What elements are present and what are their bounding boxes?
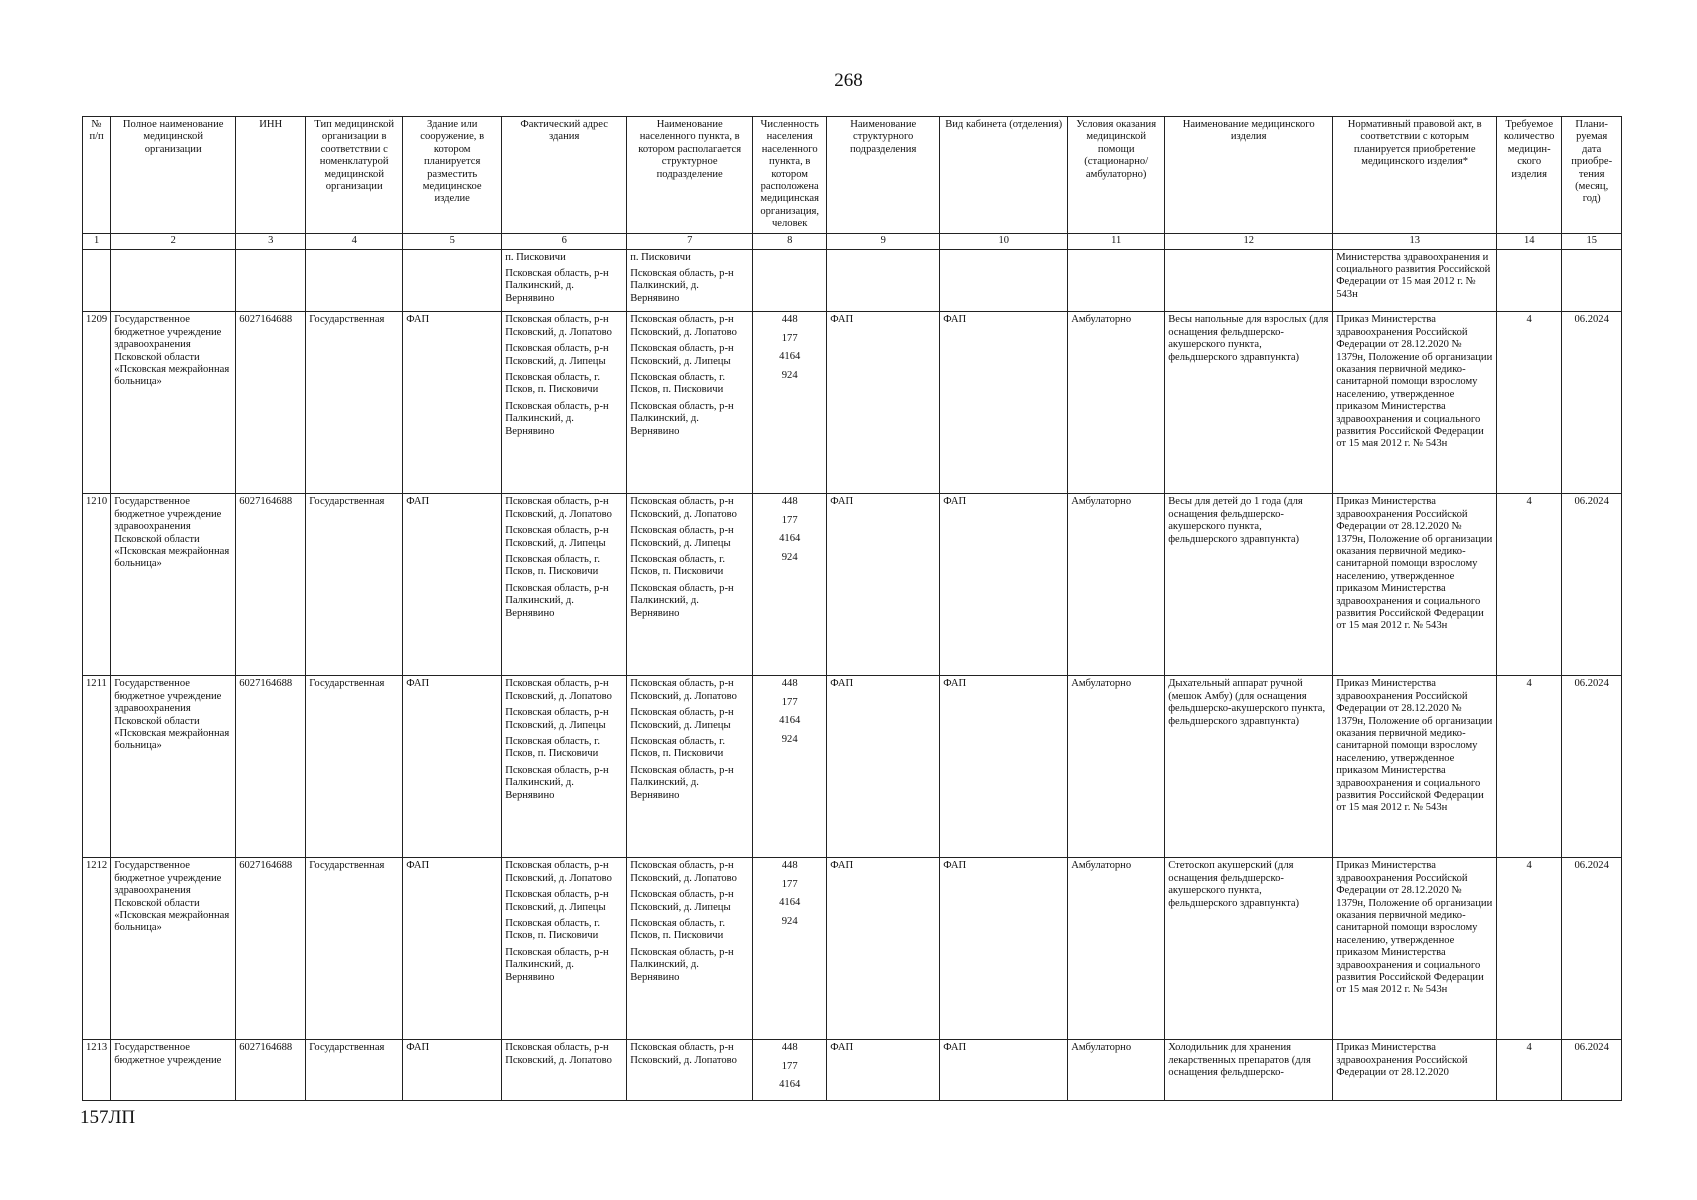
row-number: 1210 [83,494,111,676]
empty-cell [1497,249,1562,312]
col-number: 13 [1333,233,1497,249]
care-conditions: Амбулаторно [1068,1040,1165,1100]
address-line: Псковская область, р-н Псковский, д. Лопатово [505,314,612,338]
col-header-14: Требуемое количество медицин-ского изделия [1497,117,1562,234]
inn: 6027164688 [236,312,306,494]
address-line: Псковская область, р-н Псковский, д. Липецы [505,525,609,549]
col-header-5: Здание или сооружение, в котором планируется разместить медицинское изделие [403,117,502,234]
org-type: Государственная [306,676,403,858]
empty-cell [236,249,306,312]
col-header-4: Тип медицинской организации в соответствии с номенклатурой медицинской организации [306,117,403,234]
table-row [83,494,1622,676]
settlement-line: Псковская область, р-н Псковский, д. Липецы [630,343,734,367]
page-number: 268 [834,70,863,91]
planned-date: 06.2024 [1562,858,1622,1040]
population-cell [753,676,827,858]
population-value: 177 [781,1060,798,1072]
legal-act-cell: Приказ Министерства здравоохранения Российской Федерации от 28.12.2020 № 1379н, Положение об организации оказания первичной медико-санитарной помощи взрослому населению, утвержденное приказом Министерства здравоохранения и социального развития Российской Федерации от 15 мая 2012 г. № 543н [1333,312,1497,494]
unit-name: ФАП [827,858,940,1040]
address-line: Псковская область, р-н Псковский, д. Липецы [505,343,609,367]
building: ФАП [403,676,502,858]
cabinet-type: ФАП [940,312,1068,494]
table-row [83,858,1622,1040]
org-name: Государственное бюджетное учреждение здравоохранения Псковской области «Псковская межрайонная больница» [111,858,236,1040]
settlement-line: п. Писковичи [630,251,691,263]
settlement-line: Псковская область, г. Псков, п. Писковичи [630,371,725,396]
settlement-line: Псковская область, р-н Палкинский, д. Вернявино [630,946,734,983]
legal-act-cell: Приказ Министерства здравоохранения Российской Федерации от 28.12.2020 [1333,1040,1497,1100]
legal-act-cell: Приказ Министерства здравоохранения Российской Федерации от 28.12.2020 № 1379н, Положение об организации оказания первичной медико-санитарной помощи взрослому населению, утвержденное приказом Министерства здравоохранения и социального развития Российской Федерации от 15 мая 2012 г. № 543н [1333,494,1497,676]
empty-cell [306,249,403,312]
org-type: Государственная [306,494,403,676]
table-row [83,1040,1622,1100]
col-header-1: № п/п [83,117,111,234]
settlement-cell [627,249,753,312]
device-name: Стетоскоп акушерский (для оснащения фельдшерско-акушерского пункта, фельдшерского здравпункта) [1165,858,1333,1040]
population-value: 4164 [779,351,801,363]
device-name: Весы напольные для взрослых (для оснащения фельдшерско-акушерского пункта, фельдшерского здравпункта) [1165,312,1333,494]
inn: 6027164688 [236,494,306,676]
address-line: Псковская область, р-н Палкинский, д. Вернявино [505,946,609,983]
population-value: 4164 [779,1079,801,1091]
population-cell [753,1040,827,1100]
address-line: Псковская область, р-н Псковский, д. Липецы [505,707,609,731]
care-conditions: Амбулаторно [1068,494,1165,676]
col-number: 4 [306,233,403,249]
settlement-line: Псковская область, р-н Псковский, д. Лопатово [630,314,737,338]
address-line: Псковская область, р-н Палкинский, д. Вернявино [505,582,609,619]
cabinet-type: ФАП [940,858,1068,1040]
address-line: Псковская область, р-н Палкинский, д. Вернявино [505,400,609,437]
row-number: 1209 [83,312,111,494]
population-value: 924 [781,551,798,563]
address-line: Псковская область, р-н Псковский, д. Липецы [505,889,609,913]
settlement-line: Псковская область, р-н Палкинский, д. Вернявино [630,582,734,619]
legal-act-cell: Министерства здравоохранения и социального развития Российской Федерации от 15 мая 2012 г. № 543н [1333,249,1497,312]
address-line: Псковская область, р-н Псковский, д. Лопатово [505,678,612,702]
col-number: 11 [1068,233,1165,249]
col-number: 10 [940,233,1068,249]
settlement-line: Псковская область, р-н Псковский, д. Липецы [630,889,734,913]
inn: 6027164688 [236,858,306,1040]
document-code: 157ЛП [80,1107,136,1128]
inn: 6027164688 [236,676,306,858]
address-line: Псковская область, г. Псков, п. Писковичи [505,553,600,578]
col-number: 5 [403,233,502,249]
address-line: Псковская область, р-н Псковский, д. Лопатово [505,496,612,520]
population-value: 177 [781,514,798,526]
table-row [83,676,1622,858]
address-line: Псковская область, р-н Псковский, д. Лопатово [505,1042,612,1066]
quantity: 4 [1497,312,1562,494]
settlement-cell [627,858,753,1040]
population-value: 177 [781,696,798,708]
equipment-table [82,116,1622,1101]
address-line: Псковская область, р-н Псковский, д. Лопатово [505,860,612,884]
inn: 6027164688 [236,1040,306,1100]
column-number-row [83,233,1622,249]
planned-date: 06.2024 [1562,676,1622,858]
settlement-line: Псковская область, р-н Палкинский, д. Вернявино [630,400,734,437]
row-number: 1211 [83,676,111,858]
col-number: 7 [627,233,753,249]
settlement-line: Псковская область, р-н Псковский, д. Липецы [630,707,734,731]
quantity: 4 [1497,676,1562,858]
settlement-line: Псковская область, г. Псков, п. Писковичи [630,553,725,578]
settlement-line: Псковская область, р-н Псковский, д. Липецы [630,525,734,549]
address-cell [502,858,627,1040]
settlement-line: Псковская область, р-н Палкинский, д. Вернявино [630,268,734,304]
col-header-10: Вид кабинета (отделения) [940,117,1068,234]
cabinet-type: ФАП [940,676,1068,858]
table-row [83,312,1622,494]
org-type: Государственная [306,858,403,1040]
col-header-7: Наименование населенного пункта, в котором располагается структурное подразделение [627,117,753,234]
building: ФАП [403,1040,502,1100]
unit-name: ФАП [827,1040,940,1100]
address-line: Псковская область, г. Псков, п. Писковичи [505,735,600,760]
planned-date: 06.2024 [1562,312,1622,494]
col-number: 8 [753,233,827,249]
population-value: 4164 [779,533,801,545]
col-header-3: ИНН [236,117,306,234]
settlement-cell [627,494,753,676]
empty-cell [83,249,111,312]
address-line: Псковская область, р-н Палкинский, д. Вернявино [505,764,609,801]
care-conditions: Амбулаторно [1068,676,1165,858]
population-value: 177 [781,332,798,344]
org-name: Государственное бюджетное учреждение здравоохранения Псковской области «Псковская межрайонная больница» [111,312,236,494]
col-header-15: Плани-руемая дата приобре-тения (месяц, год) [1562,117,1622,234]
settlement-cell [627,676,753,858]
address-cell [502,1040,627,1100]
population-value: 448 [781,678,798,690]
address-cell [502,249,627,312]
population-cell [753,312,827,494]
device-name: Весы для детей до 1 года (для оснащения фельдшерско-акушерского пункта, фельдшерского здравпункта) [1165,494,1333,676]
population-value: 4164 [779,897,801,909]
empty-cell [940,249,1068,312]
population-value: 4164 [779,715,801,727]
settlement-cell [627,1040,753,1100]
col-number: 15 [1562,233,1622,249]
quantity: 4 [1497,494,1562,676]
planned-date: 06.2024 [1562,494,1622,676]
settlement-line: Псковская область, р-н Псковский, д. Лопатово [630,496,737,520]
empty-cell [827,249,940,312]
empty-cell [111,249,236,312]
col-header-2: Полное наименование медицинской организации [111,117,236,234]
settlement-line: Псковская область, р-н Псковский, д. Лопатово [630,678,737,702]
col-header-13: Нормативный правовой акт, в соответствии с которым планируется приобретение медицинского изделия* [1333,117,1497,234]
settlement-line: Псковская область, р-н Псковский, д. Лопатово [630,1042,737,1066]
address-cell [502,494,627,676]
planned-date: 06.2024 [1562,1040,1622,1100]
device-name: Дыхательный аппарат ручной (мешок Амбу) (для оснащения фельдшерско-акушерского пункта, фельдшерского здравпункта) [1165,676,1333,858]
population-value: 448 [781,1042,798,1054]
col-header-9: Наименование структурного подразделения [827,117,940,234]
population-cell [753,494,827,676]
org-name: Государственное бюджетное учреждение [111,1040,236,1100]
empty-cell [1165,249,1333,312]
col-header-11: Условия оказания медицинской помощи (стационарно/ амбулаторно) [1068,117,1165,234]
col-number: 6 [502,233,627,249]
legal-act-cell: Приказ Министерства здравоохранения Российской Федерации от 28.12.2020 № 1379н, Положение об организации оказания первичной медико-санитарной помощи взрослому населению, утвержденное приказом Министерства здравоохранения и социального развития Российской Федерации от 15 мая 2012 г. № 543н [1333,858,1497,1040]
settlement-cell [627,312,753,494]
col-header-6: Фактический адрес здания [502,117,627,234]
col-number: 3 [236,233,306,249]
care-conditions: Амбулаторно [1068,858,1165,1040]
row-number: 1212 [83,858,111,1040]
address-line: Псковская область, г. Псков, п. Писковичи [505,371,600,396]
continuation-row [83,249,1622,312]
population-value: 448 [781,496,798,508]
settlement-line: Псковская область, р-н Палкинский, д. Вернявино [630,764,734,801]
col-number: 2 [111,233,236,249]
quantity: 4 [1497,858,1562,1040]
population-value: 924 [781,733,798,745]
unit-name: ФАП [827,312,940,494]
population-value: 448 [781,314,798,326]
address-cell [502,312,627,494]
org-name: Государственное бюджетное учреждение здравоохранения Псковской области «Псковская межрайонная больница» [111,676,236,858]
header-row [83,117,1622,234]
empty-cell [403,249,502,312]
population-cell [753,858,827,1040]
empty-cell [1068,249,1165,312]
org-type: Государственная [306,312,403,494]
col-header-12: Наименование медицинского изделия [1165,117,1333,234]
row-number: 1213 [83,1040,111,1100]
empty-cell [753,249,827,312]
building: ФАП [403,312,502,494]
population-value: 924 [781,915,798,927]
address-line: Псковская область, р-н Палкинский, д. Вернявино [505,268,609,304]
col-header-8: Численность населения населенного пункта, в котором расположена медицинская организация, человек [753,117,827,234]
settlement-line: Псковская область, г. Псков, п. Писковичи [630,735,725,760]
settlement-line: Псковская область, г. Псков, п. Писковичи [630,917,725,942]
legal-act-cell: Приказ Министерства здравоохранения Российской Федерации от 28.12.2020 № 1379н, Положение об организации оказания первичной медико-санитарной помощи взрослому населению, утвержденное приказом Министерства здравоохранения и социального развития Российской Федерации от 15 мая 2012 г. № 543н [1333,676,1497,858]
org-name: Государственное бюджетное учреждение здравоохранения Псковской области «Псковская межрайонная больница» [111,494,236,676]
address-line: Псковская область, г. Псков, п. Писковичи [505,917,600,942]
care-conditions: Амбулаторно [1068,312,1165,494]
address-line: п. Писковичи [505,251,566,263]
cabinet-type: ФАП [940,1040,1068,1100]
device-name: Холодильник для хранения лекарственных препаратов (для оснащения фельдшерско- [1165,1040,1333,1100]
address-cell [502,676,627,858]
col-number: 12 [1165,233,1333,249]
building: ФАП [403,858,502,1040]
empty-cell [1562,249,1622,312]
population-value: 448 [781,860,798,872]
population-value: 177 [781,878,798,890]
cabinet-type: ФАП [940,494,1068,676]
population-value: 924 [781,369,798,381]
building: ФАП [403,494,502,676]
col-number: 14 [1497,233,1562,249]
unit-name: ФАП [827,494,940,676]
col-number: 9 [827,233,940,249]
col-number: 1 [83,233,111,249]
unit-name: ФАП [827,676,940,858]
org-type: Государственная [306,1040,403,1100]
settlement-line: Псковская область, р-н Псковский, д. Лопатово [630,860,737,884]
quantity: 4 [1497,1040,1562,1100]
